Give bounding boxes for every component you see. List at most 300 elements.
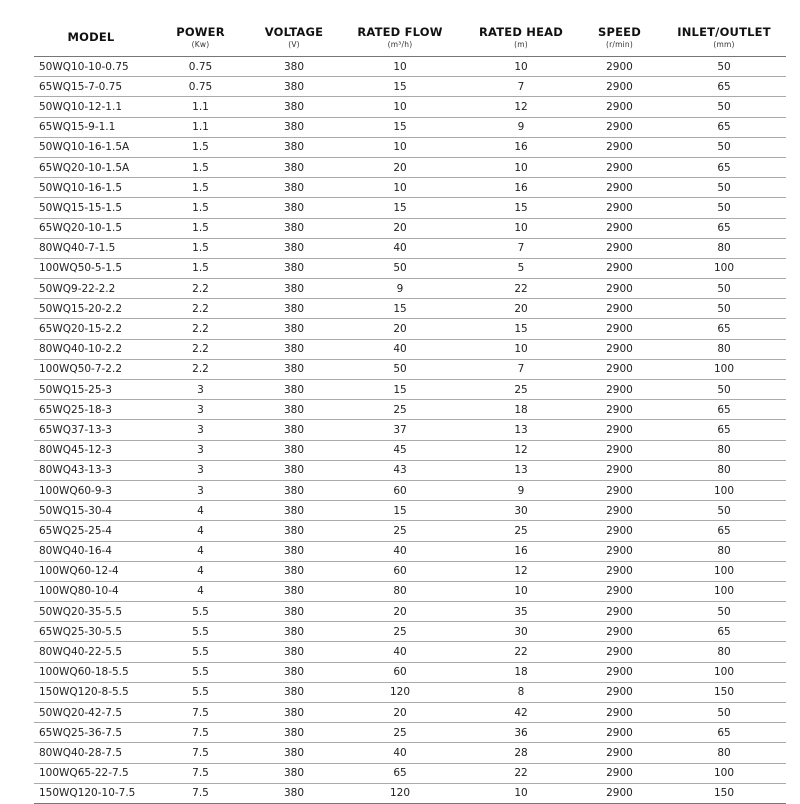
cell-rated-flow: 20 xyxy=(335,157,465,177)
cell-model: 50WQ10-16-1.5A xyxy=(34,137,148,157)
cell-speed: 2900 xyxy=(577,178,662,198)
cell-rated-flow: 15 xyxy=(335,198,465,218)
cell-voltage: 380 xyxy=(253,218,335,238)
cell-inlet-outlet: 100 xyxy=(662,359,786,379)
cell-model: 65WQ15-9-1.1 xyxy=(34,117,148,137)
cell-rated-head: 20 xyxy=(465,299,577,319)
cell-rated-flow: 120 xyxy=(335,783,465,803)
cell-rated-flow: 15 xyxy=(335,117,465,137)
cell-speed: 2900 xyxy=(577,541,662,561)
cell-rated-head: 22 xyxy=(465,763,577,783)
table-row xyxy=(34,460,786,480)
table-row xyxy=(34,97,786,117)
cell-rated-flow: 40 xyxy=(335,743,465,763)
cell-power: 5.5 xyxy=(148,662,253,682)
cell-inlet-outlet: 65 xyxy=(662,218,786,238)
cell-speed: 2900 xyxy=(577,622,662,642)
cell-rated-head: 10 xyxy=(465,157,577,177)
cell-inlet-outlet: 65 xyxy=(662,622,786,642)
cell-speed: 2900 xyxy=(577,299,662,319)
cell-voltage: 380 xyxy=(253,57,335,77)
column-header-unit: (m³/h) xyxy=(387,39,413,49)
cell-speed: 2900 xyxy=(577,602,662,622)
cell-rated-head: 10 xyxy=(465,783,577,803)
cell-speed: 2900 xyxy=(577,783,662,803)
cell-speed: 2900 xyxy=(577,359,662,379)
cell-speed: 2900 xyxy=(577,198,662,218)
table-row xyxy=(34,561,786,581)
cell-inlet-outlet: 80 xyxy=(662,460,786,480)
cell-inlet-outlet: 65 xyxy=(662,420,786,440)
cell-voltage: 380 xyxy=(253,460,335,480)
cell-inlet-outlet: 50 xyxy=(662,97,786,117)
cell-rated-flow: 25 xyxy=(335,400,465,420)
table-header xyxy=(34,18,786,57)
cell-speed: 2900 xyxy=(577,440,662,460)
table-row xyxy=(34,682,786,702)
cell-voltage: 380 xyxy=(253,198,335,218)
cell-speed: 2900 xyxy=(577,703,662,723)
cell-voltage: 380 xyxy=(253,723,335,743)
cell-rated-head: 10 xyxy=(465,339,577,359)
cell-voltage: 380 xyxy=(253,682,335,702)
cell-power: 1.5 xyxy=(148,238,253,258)
cell-model: 50WQ10-10-0.75 xyxy=(34,57,148,77)
cell-voltage: 380 xyxy=(253,339,335,359)
cell-voltage: 380 xyxy=(253,279,335,299)
cell-model: 100WQ60-18-5.5 xyxy=(34,662,148,682)
cell-rated-flow: 15 xyxy=(335,380,465,400)
cell-speed: 2900 xyxy=(577,117,662,137)
column-header-unit: (r/min) xyxy=(605,39,633,49)
cell-model: 100WQ60-12-4 xyxy=(34,561,148,581)
cell-inlet-outlet: 65 xyxy=(662,77,786,97)
table-row xyxy=(34,238,786,258)
cell-rated-flow: 15 xyxy=(335,77,465,97)
cell-power: 5.5 xyxy=(148,602,253,622)
cell-power: 1.1 xyxy=(148,117,253,137)
cell-rated-flow: 37 xyxy=(335,420,465,440)
cell-voltage: 380 xyxy=(253,178,335,198)
cell-inlet-outlet: 65 xyxy=(662,117,786,137)
cell-rated-flow: 10 xyxy=(335,97,465,117)
cell-power: 5.5 xyxy=(148,622,253,642)
cell-voltage: 380 xyxy=(253,783,335,803)
cell-inlet-outlet: 80 xyxy=(662,541,786,561)
cell-inlet-outlet: 100 xyxy=(662,258,786,278)
cell-model: 50WQ10-16-1.5 xyxy=(34,178,148,198)
cell-speed: 2900 xyxy=(577,400,662,420)
cell-voltage: 380 xyxy=(253,662,335,682)
cell-inlet-outlet: 80 xyxy=(662,743,786,763)
cell-inlet-outlet: 150 xyxy=(662,783,786,803)
column-header-unit: (Kw) xyxy=(191,39,210,49)
cell-model: 50WQ15-30-4 xyxy=(34,501,148,521)
cell-rated-head: 30 xyxy=(465,622,577,642)
cell-model: 80WQ40-10-2.2 xyxy=(34,339,148,359)
cell-inlet-outlet: 50 xyxy=(662,299,786,319)
cell-rated-head: 12 xyxy=(465,561,577,581)
cell-speed: 2900 xyxy=(577,682,662,702)
table-row xyxy=(34,783,786,803)
column-header-power xyxy=(148,18,253,57)
cell-rated-flow: 15 xyxy=(335,299,465,319)
column-header-rated-flow xyxy=(335,18,465,57)
cell-rated-head: 18 xyxy=(465,400,577,420)
cell-power: 7.5 xyxy=(148,743,253,763)
cell-power: 1.5 xyxy=(148,218,253,238)
cell-rated-head: 16 xyxy=(465,178,577,198)
column-header-rated-head xyxy=(465,18,577,57)
cell-rated-head: 18 xyxy=(465,662,577,682)
cell-voltage: 380 xyxy=(253,743,335,763)
cell-voltage: 380 xyxy=(253,561,335,581)
cell-model: 80WQ40-16-4 xyxy=(34,541,148,561)
cell-model: 65WQ20-10-1.5A xyxy=(34,157,148,177)
cell-speed: 2900 xyxy=(577,521,662,541)
cell-model: 150WQ120-10-7.5 xyxy=(34,783,148,803)
cell-power: 1.5 xyxy=(148,258,253,278)
cell-model: 65WQ25-30-5.5 xyxy=(34,622,148,642)
cell-voltage: 380 xyxy=(253,602,335,622)
cell-inlet-outlet: 50 xyxy=(662,703,786,723)
cell-model: 100WQ60-9-3 xyxy=(34,480,148,500)
table-row xyxy=(34,198,786,218)
cell-rated-head: 9 xyxy=(465,117,577,137)
cell-rated-flow: 25 xyxy=(335,622,465,642)
cell-power: 3 xyxy=(148,480,253,500)
cell-power: 7.5 xyxy=(148,703,253,723)
table-row xyxy=(34,480,786,500)
cell-speed: 2900 xyxy=(577,258,662,278)
cell-rated-flow: 20 xyxy=(335,703,465,723)
column-header-label: VOLTAGE xyxy=(264,24,324,39)
table-row xyxy=(34,279,786,299)
table-row xyxy=(34,319,786,339)
cell-rated-head: 35 xyxy=(465,602,577,622)
cell-voltage: 380 xyxy=(253,420,335,440)
cell-inlet-outlet: 65 xyxy=(662,319,786,339)
table-row xyxy=(34,521,786,541)
cell-power: 2.2 xyxy=(148,279,253,299)
cell-speed: 2900 xyxy=(577,157,662,177)
cell-power: 5.5 xyxy=(148,682,253,702)
table-row xyxy=(34,178,786,198)
table-row xyxy=(34,420,786,440)
cell-inlet-outlet: 100 xyxy=(662,763,786,783)
cell-power: 3 xyxy=(148,380,253,400)
cell-rated-flow: 50 xyxy=(335,258,465,278)
cell-rated-head: 10 xyxy=(465,218,577,238)
table-row xyxy=(34,642,786,662)
cell-rated-flow: 20 xyxy=(335,602,465,622)
cell-rated-head: 15 xyxy=(465,198,577,218)
cell-rated-head: 30 xyxy=(465,501,577,521)
cell-model: 100WQ50-5-1.5 xyxy=(34,258,148,278)
table-row xyxy=(34,703,786,723)
cell-rated-flow: 40 xyxy=(335,642,465,662)
cell-rated-head: 13 xyxy=(465,420,577,440)
cell-rated-head: 16 xyxy=(465,137,577,157)
cell-model: 80WQ43-13-3 xyxy=(34,460,148,480)
cell-speed: 2900 xyxy=(577,743,662,763)
table-row xyxy=(34,763,786,783)
cell-power: 0.75 xyxy=(148,77,253,97)
cell-voltage: 380 xyxy=(253,642,335,662)
column-header-label: RATED FLOW xyxy=(357,24,443,39)
cell-inlet-outlet: 65 xyxy=(662,400,786,420)
table-row xyxy=(34,359,786,379)
cell-power: 1.5 xyxy=(148,178,253,198)
cell-rated-head: 36 xyxy=(465,723,577,743)
cell-voltage: 380 xyxy=(253,480,335,500)
cell-voltage: 380 xyxy=(253,137,335,157)
cell-power: 4 xyxy=(148,561,253,581)
cell-voltage: 380 xyxy=(253,319,335,339)
cell-model: 50WQ15-15-1.5 xyxy=(34,198,148,218)
table-row xyxy=(34,57,786,77)
cell-model: 65WQ15-7-0.75 xyxy=(34,77,148,97)
cell-power: 1.5 xyxy=(148,157,253,177)
cell-inlet-outlet: 50 xyxy=(662,57,786,77)
cell-power: 3 xyxy=(148,400,253,420)
cell-rated-flow: 20 xyxy=(335,319,465,339)
cell-speed: 2900 xyxy=(577,319,662,339)
cell-inlet-outlet: 65 xyxy=(662,521,786,541)
cell-model: 80WQ45-12-3 xyxy=(34,440,148,460)
cell-model: 50WQ9-22-2.2 xyxy=(34,279,148,299)
cell-rated-head: 9 xyxy=(465,480,577,500)
cell-voltage: 380 xyxy=(253,299,335,319)
cell-power: 0.75 xyxy=(148,57,253,77)
cell-rated-flow: 25 xyxy=(335,521,465,541)
cell-rated-flow: 50 xyxy=(335,359,465,379)
cell-speed: 2900 xyxy=(577,480,662,500)
cell-model: 100WQ80-10-4 xyxy=(34,581,148,601)
cell-model: 65WQ25-18-3 xyxy=(34,400,148,420)
cell-inlet-outlet: 50 xyxy=(662,501,786,521)
cell-rated-flow: 40 xyxy=(335,339,465,359)
cell-rated-head: 28 xyxy=(465,743,577,763)
cell-model: 65WQ20-15-2.2 xyxy=(34,319,148,339)
cell-voltage: 380 xyxy=(253,117,335,137)
cell-power: 1.1 xyxy=(148,97,253,117)
cell-inlet-outlet: 100 xyxy=(662,581,786,601)
cell-speed: 2900 xyxy=(577,279,662,299)
table-row xyxy=(34,541,786,561)
cell-inlet-outlet: 50 xyxy=(662,137,786,157)
cell-rated-head: 7 xyxy=(465,359,577,379)
cell-rated-flow: 43 xyxy=(335,460,465,480)
cell-rated-flow: 20 xyxy=(335,218,465,238)
cell-inlet-outlet: 150 xyxy=(662,682,786,702)
column-header-unit: (V) xyxy=(288,39,300,49)
cell-speed: 2900 xyxy=(577,97,662,117)
pump-spec-table-container xyxy=(34,18,786,804)
cell-voltage: 380 xyxy=(253,380,335,400)
cell-speed: 2900 xyxy=(577,460,662,480)
cell-model: 100WQ50-7-2.2 xyxy=(34,359,148,379)
column-header-voltage xyxy=(253,18,335,57)
table-row xyxy=(34,77,786,97)
cell-speed: 2900 xyxy=(577,561,662,581)
cell-voltage: 380 xyxy=(253,157,335,177)
cell-rated-flow: 9 xyxy=(335,279,465,299)
cell-rated-flow: 60 xyxy=(335,561,465,581)
cell-power: 4 xyxy=(148,541,253,561)
cell-power: 3 xyxy=(148,440,253,460)
cell-voltage: 380 xyxy=(253,258,335,278)
cell-speed: 2900 xyxy=(577,763,662,783)
cell-speed: 2900 xyxy=(577,339,662,359)
cell-rated-head: 5 xyxy=(465,258,577,278)
cell-inlet-outlet: 80 xyxy=(662,339,786,359)
cell-rated-flow: 65 xyxy=(335,763,465,783)
cell-rated-head: 13 xyxy=(465,460,577,480)
table-row xyxy=(34,400,786,420)
cell-rated-head: 22 xyxy=(465,279,577,299)
cell-voltage: 380 xyxy=(253,97,335,117)
cell-rated-flow: 40 xyxy=(335,541,465,561)
cell-model: 65WQ37-13-3 xyxy=(34,420,148,440)
table-row xyxy=(34,743,786,763)
table-row xyxy=(34,117,786,137)
cell-power: 7.5 xyxy=(148,783,253,803)
cell-inlet-outlet: 80 xyxy=(662,440,786,460)
cell-rated-flow: 40 xyxy=(335,238,465,258)
cell-inlet-outlet: 80 xyxy=(662,642,786,662)
cell-rated-flow: 60 xyxy=(335,662,465,682)
cell-voltage: 380 xyxy=(253,763,335,783)
cell-speed: 2900 xyxy=(577,77,662,97)
cell-voltage: 380 xyxy=(253,581,335,601)
cell-inlet-outlet: 50 xyxy=(662,380,786,400)
table-body xyxy=(34,57,786,804)
cell-rated-head: 7 xyxy=(465,238,577,258)
cell-rated-head: 22 xyxy=(465,642,577,662)
cell-inlet-outlet: 50 xyxy=(662,198,786,218)
cell-power: 2.2 xyxy=(148,359,253,379)
cell-rated-flow: 10 xyxy=(335,178,465,198)
cell-model: 100WQ65-22-7.5 xyxy=(34,763,148,783)
cell-rated-flow: 15 xyxy=(335,501,465,521)
cell-rated-flow: 10 xyxy=(335,57,465,77)
column-header-unit: (mm) xyxy=(713,39,735,49)
cell-speed: 2900 xyxy=(577,642,662,662)
table-row xyxy=(34,157,786,177)
table-row xyxy=(34,602,786,622)
cell-inlet-outlet: 50 xyxy=(662,602,786,622)
cell-model: 50WQ15-25-3 xyxy=(34,380,148,400)
cell-model: 50WQ20-42-7.5 xyxy=(34,703,148,723)
cell-voltage: 380 xyxy=(253,440,335,460)
cell-model: 80WQ40-22-5.5 xyxy=(34,642,148,662)
cell-model: 80WQ40-7-1.5 xyxy=(34,238,148,258)
table-row xyxy=(34,581,786,601)
cell-voltage: 380 xyxy=(253,703,335,723)
cell-rated-head: 7 xyxy=(465,77,577,97)
cell-power: 1.5 xyxy=(148,137,253,157)
table-row xyxy=(34,501,786,521)
cell-model: 150WQ120-8-5.5 xyxy=(34,682,148,702)
cell-rated-head: 12 xyxy=(465,440,577,460)
cell-power: 4 xyxy=(148,501,253,521)
table-row xyxy=(34,258,786,278)
cell-power: 4 xyxy=(148,581,253,601)
cell-inlet-outlet: 65 xyxy=(662,157,786,177)
column-header-speed xyxy=(577,18,662,57)
cell-voltage: 380 xyxy=(253,77,335,97)
cell-rated-head: 10 xyxy=(465,57,577,77)
cell-voltage: 380 xyxy=(253,359,335,379)
cell-speed: 2900 xyxy=(577,581,662,601)
table-row xyxy=(34,218,786,238)
column-header-label: INLET/OUTLET xyxy=(677,24,771,39)
table-row xyxy=(34,137,786,157)
cell-inlet-outlet: 50 xyxy=(662,178,786,198)
cell-model: 50WQ15-20-2.2 xyxy=(34,299,148,319)
cell-inlet-outlet: 65 xyxy=(662,723,786,743)
column-header-label: SPEED xyxy=(598,24,641,39)
cell-rated-head: 8 xyxy=(465,682,577,702)
cell-power: 3 xyxy=(148,420,253,440)
cell-power: 2.2 xyxy=(148,319,253,339)
cell-speed: 2900 xyxy=(577,420,662,440)
column-header-label: MODEL xyxy=(67,29,115,44)
cell-inlet-outlet: 80 xyxy=(662,238,786,258)
cell-speed: 2900 xyxy=(577,238,662,258)
table-row xyxy=(34,662,786,682)
cell-rated-head: 25 xyxy=(465,521,577,541)
header-row xyxy=(34,18,786,57)
table-row xyxy=(34,440,786,460)
column-header-model xyxy=(34,18,148,57)
column-header-inlet-outlet xyxy=(662,18,786,57)
cell-inlet-outlet: 100 xyxy=(662,561,786,581)
table-row xyxy=(34,299,786,319)
cell-rated-head: 15 xyxy=(465,319,577,339)
cell-speed: 2900 xyxy=(577,380,662,400)
cell-inlet-outlet: 100 xyxy=(662,662,786,682)
table-row xyxy=(34,723,786,743)
cell-rated-head: 16 xyxy=(465,541,577,561)
cell-voltage: 380 xyxy=(253,622,335,642)
cell-model: 65WQ25-36-7.5 xyxy=(34,723,148,743)
cell-rated-head: 25 xyxy=(465,380,577,400)
cell-power: 3 xyxy=(148,460,253,480)
column-header-label: POWER xyxy=(176,24,225,39)
cell-power: 1.5 xyxy=(148,198,253,218)
cell-rated-flow: 25 xyxy=(335,723,465,743)
cell-speed: 2900 xyxy=(577,137,662,157)
cell-model: 80WQ40-28-7.5 xyxy=(34,743,148,763)
cell-inlet-outlet: 100 xyxy=(662,480,786,500)
cell-model: 50WQ20-35-5.5 xyxy=(34,602,148,622)
cell-power: 5.5 xyxy=(148,642,253,662)
column-header-label: RATED HEAD xyxy=(478,24,564,39)
cell-inlet-outlet: 50 xyxy=(662,279,786,299)
cell-model: 65WQ20-10-1.5 xyxy=(34,218,148,238)
cell-rated-head: 42 xyxy=(465,703,577,723)
cell-power: 7.5 xyxy=(148,723,253,743)
cell-model: 65WQ25-25-4 xyxy=(34,521,148,541)
cell-power: 4 xyxy=(148,521,253,541)
cell-rated-head: 12 xyxy=(465,97,577,117)
cell-speed: 2900 xyxy=(577,57,662,77)
cell-voltage: 380 xyxy=(253,400,335,420)
pump-spec-table xyxy=(34,18,786,804)
cell-speed: 2900 xyxy=(577,723,662,743)
